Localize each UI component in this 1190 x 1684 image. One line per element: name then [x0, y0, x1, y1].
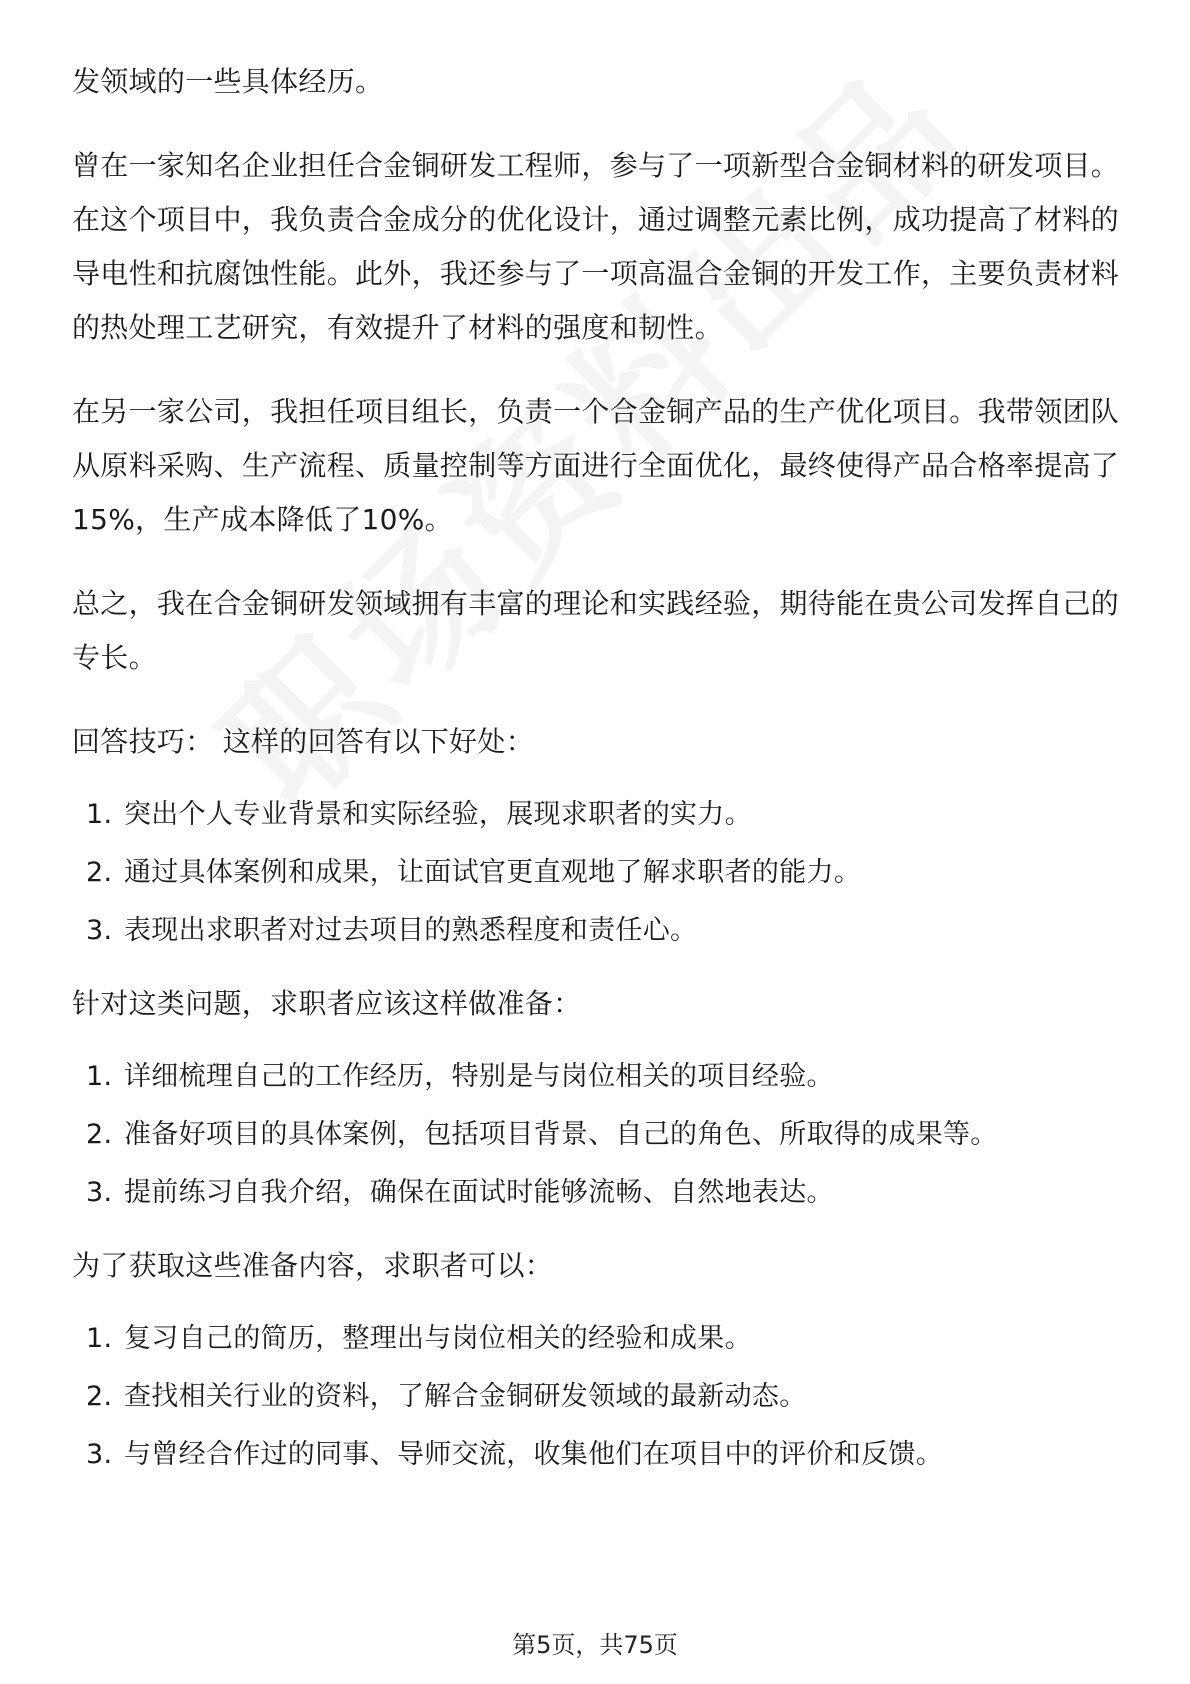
- prep-heading: 针对这类问题，求职者应该这样做准备：: [72, 987, 582, 1020]
- paragraph-experience-1: 曾在一家知名企业担任合金铜研发工程师，参与了一项新型合金铜材料的研发项目。在这个项目中，我负责合金成分的优化设计，通过调整元素比例，成功提高了材料的导电性和抗腐蚀性能。此外，我还参与了一项高温合金铜的开发工作，主要负责材料的热处理工艺研究，有效提升了材料的强度和韧性。: [72, 149, 1120, 344]
- paragraph-experience-2: 在另一家公司，我担任项目组长，负责一个合金铜产品的生产优化项目。我带领团队从原料采购、生产流程、质量控制等方面进行全面优化，最终使得产品合格率提高了15%，生产成本降低了10%。: [72, 395, 1120, 536]
- list-item: [72, 857, 1122, 889]
- obtain-heading: 为了获取这些准备内容，求职者可以：: [72, 1249, 554, 1282]
- list-item-number: 3.: [86, 1439, 113, 1470]
- list-item-text: 提前练习自我介绍，确保在面试时能够流畅、自然地表达。: [124, 1177, 834, 1208]
- list-item: [72, 799, 1122, 831]
- paragraph-intro-continuation: 发领域的一些具体经历。: [72, 65, 384, 98]
- list-item-number: 2.: [86, 1381, 113, 1412]
- list-item-number: 1.: [86, 799, 113, 830]
- tips-list: [72, 799, 1122, 947]
- obtain-list: [72, 1323, 1122, 1471]
- list-item: [72, 1381, 1122, 1413]
- list-item-number: 1.: [86, 1323, 113, 1354]
- page-number: 第5页，共75页: [512, 1631, 678, 1659]
- list-item: [72, 1439, 1122, 1471]
- document-body: [72, 55, 1122, 1501]
- list-item: [72, 1119, 1122, 1151]
- prep-list: [72, 1061, 1122, 1209]
- list-item-number: 1.: [86, 1061, 113, 1092]
- list-item: [72, 1177, 1122, 1209]
- list-item: [72, 915, 1122, 947]
- list-item-number: 3.: [86, 915, 113, 946]
- list-item-text: 通过具体案例和成果，让面试官更直观地了解求职者的能力。: [124, 857, 862, 888]
- list-item: [72, 1323, 1122, 1355]
- list-item-text: 准备好项目的具体案例，包括项目背景、自己的角色、所取得的成果等。: [124, 1119, 998, 1150]
- list-item-text: 复习自己的简历，整理出与岗位相关的经验和成果。: [124, 1323, 752, 1354]
- paragraph-summary: 总之，我在合金铜研发领域拥有丰富的理论和实践经验，期待能在贵公司发挥自己的专长。: [72, 587, 1120, 674]
- list-item-text: 查找相关行业的资料，了解合金铜研发领域的最新动态。: [124, 1381, 807, 1412]
- list-item: [72, 1061, 1122, 1093]
- list-item-text: 详细梳理自己的工作经历，特别是与岗位相关的项目经验。: [124, 1061, 834, 1092]
- list-item-number: 3.: [86, 1177, 113, 1208]
- tips-heading: 回答技巧： 这样的回答有以下好处：: [72, 725, 535, 758]
- list-item-number: 2.: [86, 1119, 113, 1150]
- list-item-text: 与曾经合作过的同事、导师交流，收集他们在项目中的评价和反馈。: [124, 1439, 943, 1470]
- list-item-text: 表现出求职者对过去项目的熟悉程度和责任心。: [124, 915, 698, 946]
- list-item-text: 突出个人专业背景和实际经验，展现求职者的实力。: [124, 799, 752, 830]
- list-item-number: 2.: [86, 857, 113, 888]
